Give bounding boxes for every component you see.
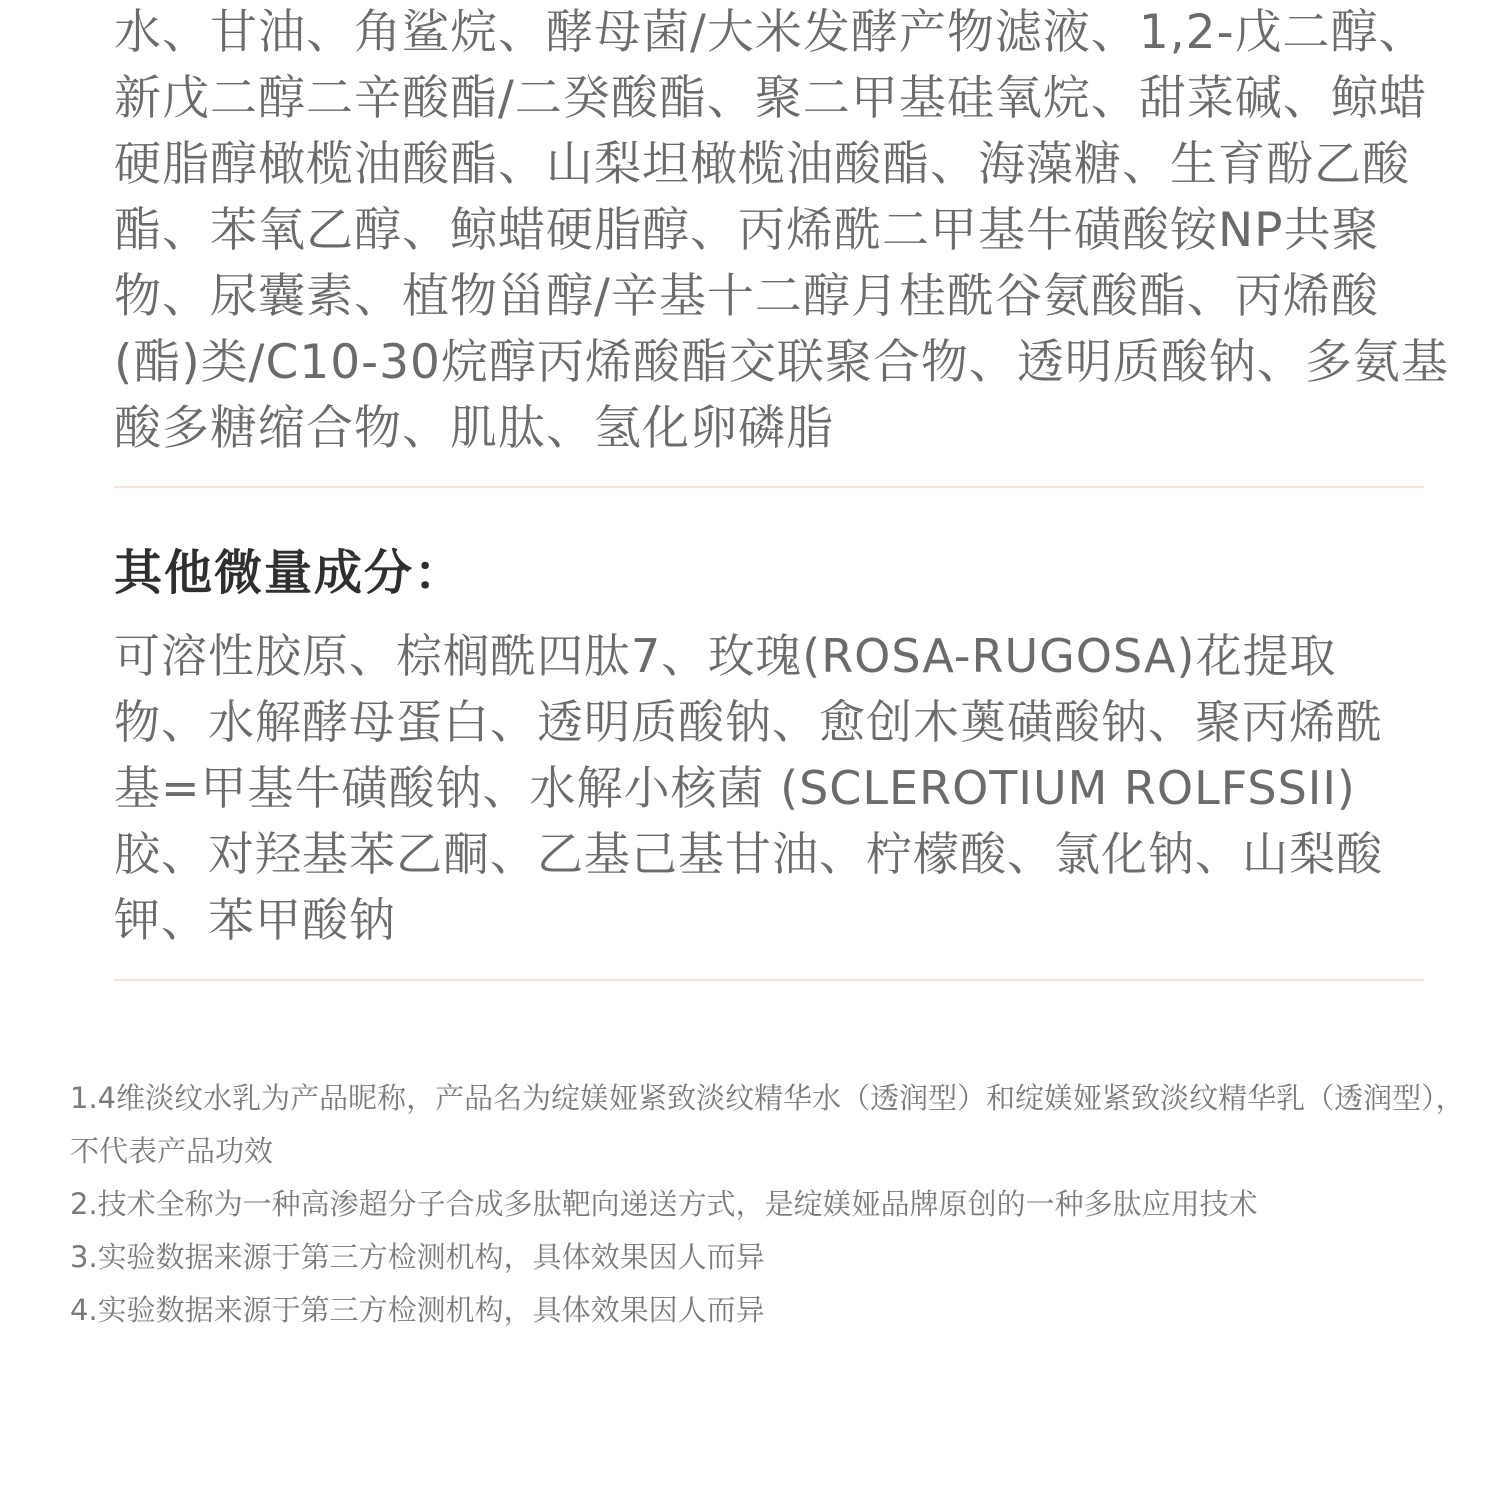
section-divider: [114, 486, 1424, 488]
section-divider: [114, 979, 1424, 981]
footnote-item: 1.4维淡纹水乳为产品昵称，产品名为绽媄娅紧致淡纹精华水（透润型）和绽媄娅紧致淡纹精华乳（透润型），不代表产品功效: [70, 1081, 1465, 1168]
main-ingredients-list: 水、甘油、角鲨烷、酵母菌/大米发酵产物滤液、1,2-戊二醇、新戊二醇二辛酸酯/二癸酸酯、聚二甲基硅氧烷、甜菜碱、鲸蜡硬脂醇橄榄油酸酯、山梨坦橄榄油酸酯、海藻糖、生育酚乙酸酯、苯氧乙醇、鲸蜡硬脂醇、丙烯酰二甲基牛磺酸铵NP共聚物、尿囊素、植物甾醇/辛基十二醇月桂酰谷氨酸酯、丙烯酸(酯)类/C10-30烷醇丙烯酸酯交联聚合物、透明质酸钠、多氨基酸多糖缩合物、肌肽、氢化卵磷脂: [114, 5, 1449, 456]
footnote-item: 3.实验数据来源于第三方检测机构，具体效果因人而异: [70, 1240, 765, 1274]
footnote-item: 4.实验数据来源于第三方检测机构，具体效果因人而异: [70, 1293, 765, 1327]
trace-ingredients-list: 可溶性胶原、棕榈酰四肽7、玫瑰(ROSA-RUGOSA)花提取物、水解酵母蛋白、透明质酸钠、愈创木薁磺酸钠、聚丙烯酰基=甲基牛磺酸钠、水解小核菌 (SCLEROTIUM ROLFSSII)胶、对羟基苯乙酮、乙基己基甘油、柠檬酸、氯化钠、山梨酸钾、苯甲酸钠: [114, 629, 1383, 947]
footnotes-list: [70, 1072, 1470, 1337]
footnote-item: 2.技术全称为一种高渗超分子合成多肽靶向递送方式，是绽媄娅品牌原创的一种多肽应用技术: [70, 1187, 1258, 1221]
trace-ingredients-heading: 其他微量成分：: [114, 545, 465, 601]
